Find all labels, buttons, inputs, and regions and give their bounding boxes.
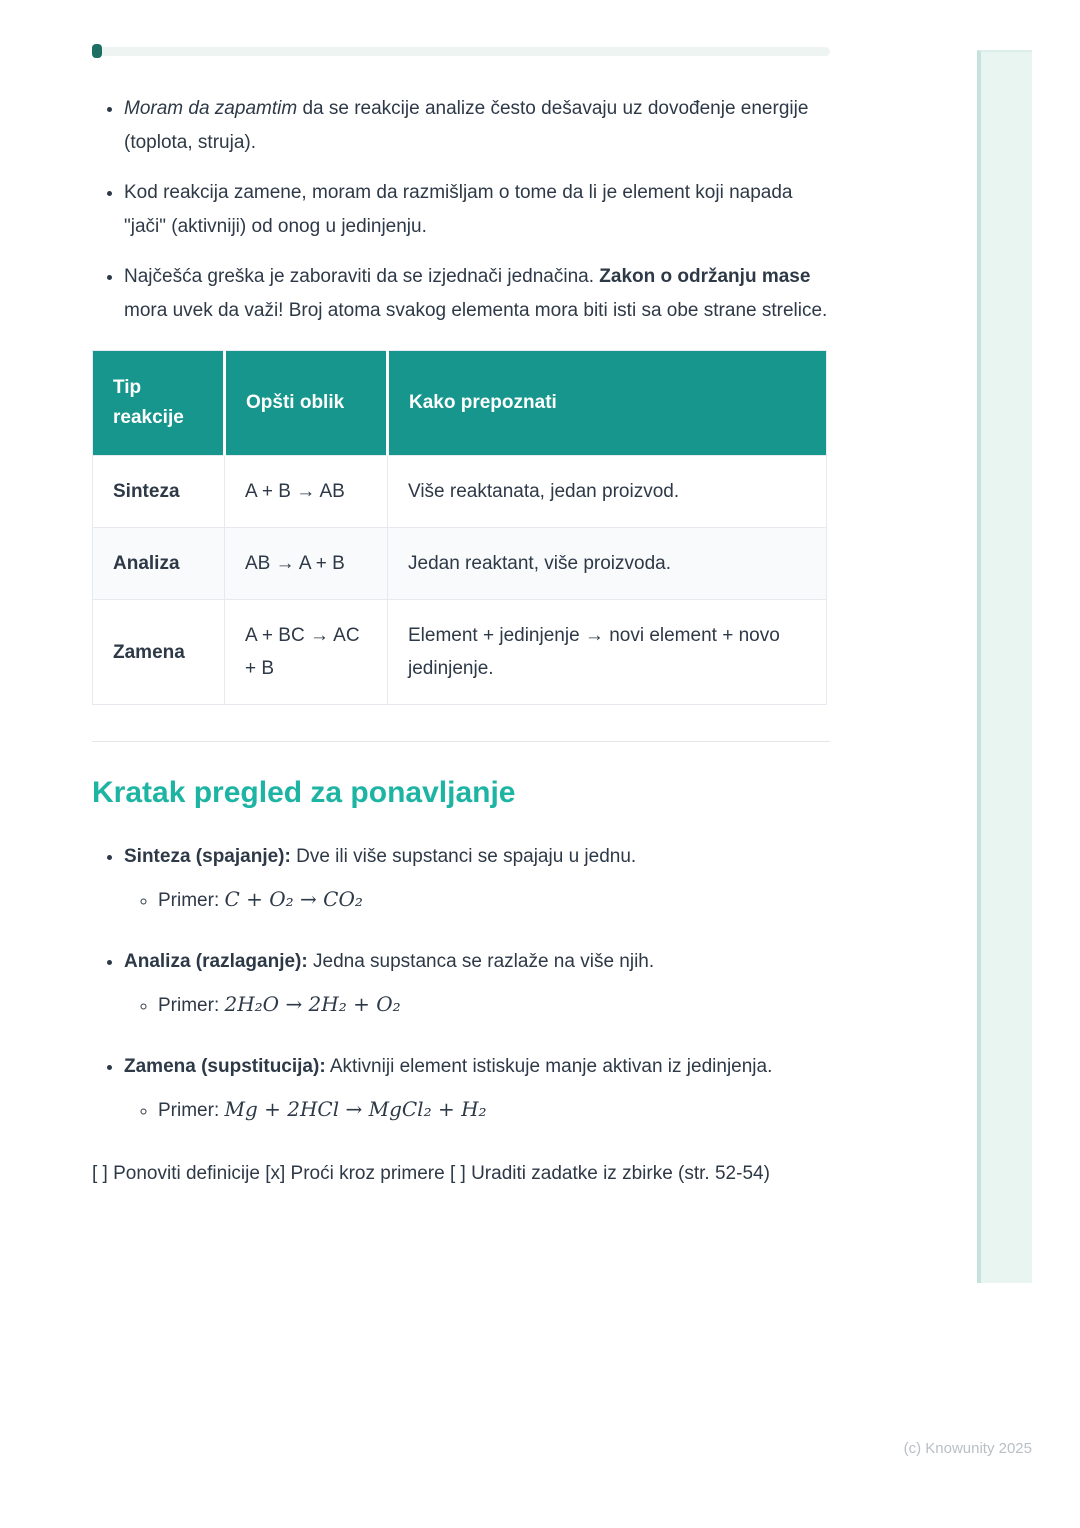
cell-general-form: AB → A + B	[225, 528, 388, 600]
header-row	[93, 351, 827, 456]
side-stripe-decoration	[977, 50, 1032, 1283]
cell-how-to-recognize: Jedan reaktant, više proizvoda.	[388, 528, 827, 600]
example-item	[158, 984, 832, 1026]
column-header: Opšti oblik	[225, 351, 388, 456]
note-segment: mora uvek da važi! Broj atoma svakog elementa mora biti isti sa obe strane strelice.	[124, 300, 828, 321]
review-item-lead: Zamena (supstitucija):	[124, 1056, 326, 1077]
reaction-table-wrapper	[92, 350, 832, 705]
notes-list	[92, 92, 832, 328]
review-item	[124, 840, 832, 921]
example-formula: Mg + 2HCl → MgCl₂ + H₂	[224, 1097, 487, 1121]
cell-general-form: A + BC → AC + B	[225, 600, 388, 705]
example-item	[158, 879, 832, 921]
note-segment: Moram da zapamtim	[124, 98, 298, 119]
review-item-text: Jedna supstanca se razlaže na više njih.	[307, 951, 655, 972]
example-list	[124, 984, 832, 1026]
column-header: Kako prepoznati	[388, 351, 827, 456]
cell-reaction-type: Zamena	[93, 600, 225, 705]
note-segment: Kod reakcija zamene, moram da razmišljam o tome da li je element koji napada "jači" (aktivniji) od onog u jedinjenju.	[124, 182, 793, 237]
reaction-table-header	[93, 351, 827, 456]
note-segment: da se reakcije analize često dešavaju uz dovođenje energije (toplota, struja).	[124, 98, 809, 153]
example-label: Primer:	[158, 1100, 225, 1121]
table-row	[93, 456, 827, 528]
note-segment: Najčešća greška je zaboraviti da se izjednači jednačina.	[124, 266, 600, 287]
cell-reaction-type: Analiza	[93, 528, 225, 600]
example-formula: 2H₂O → 2H₂ + O₂	[224, 992, 401, 1016]
document-content	[92, 0, 832, 1191]
column-header: Tip reakcije	[93, 351, 225, 456]
review-item-lead: Sinteza (spajanje):	[124, 846, 291, 867]
cell-reaction-type: Sinteza	[93, 456, 225, 528]
review-item-text: Aktivniji element istiskuje manje aktivan iz jedinjenja.	[325, 1056, 773, 1077]
review-item	[124, 1050, 832, 1131]
review-section-heading: Kratak pregled za ponavljanje	[92, 776, 516, 809]
example-formula: C + O₂ → CO₂	[224, 887, 363, 911]
cell-how-to-recognize: Više reaktanata, jedan proizvod.	[388, 456, 827, 528]
review-item-text: Dve ili više supstanci se spajaju u jednu.	[290, 846, 637, 867]
example-list	[124, 879, 832, 921]
example-label: Primer:	[158, 995, 225, 1016]
note-segment: Zakon o održanju mase	[599, 266, 811, 287]
review-item	[124, 945, 832, 1026]
example-item	[158, 1089, 832, 1131]
todo-checklist: [ ] Ponoviti definicije [x] Proći kroz primere [ ] Uraditi zadatke iz zbirke (str. 52-54)	[92, 1163, 770, 1184]
reaction-types-table	[92, 350, 827, 705]
note-bullet	[124, 176, 832, 244]
example-list	[124, 1089, 832, 1131]
cell-general-form: A + B → AB	[225, 456, 388, 528]
note-bullet	[124, 92, 832, 160]
example-label: Primer:	[158, 890, 225, 911]
review-item-lead: Analiza (razlaganje):	[124, 951, 308, 972]
copyright-footer: (c) Knowunity 2025	[903, 1440, 1032, 1457]
table-row	[93, 528, 827, 600]
reaction-table-body	[93, 456, 827, 705]
section-divider	[92, 741, 830, 742]
cell-how-to-recognize: Element + jedinjenje → novi element + novo jedinjenje.	[388, 600, 827, 705]
table-row	[93, 600, 827, 705]
review-list	[92, 840, 832, 1131]
note-bullet	[124, 260, 832, 328]
